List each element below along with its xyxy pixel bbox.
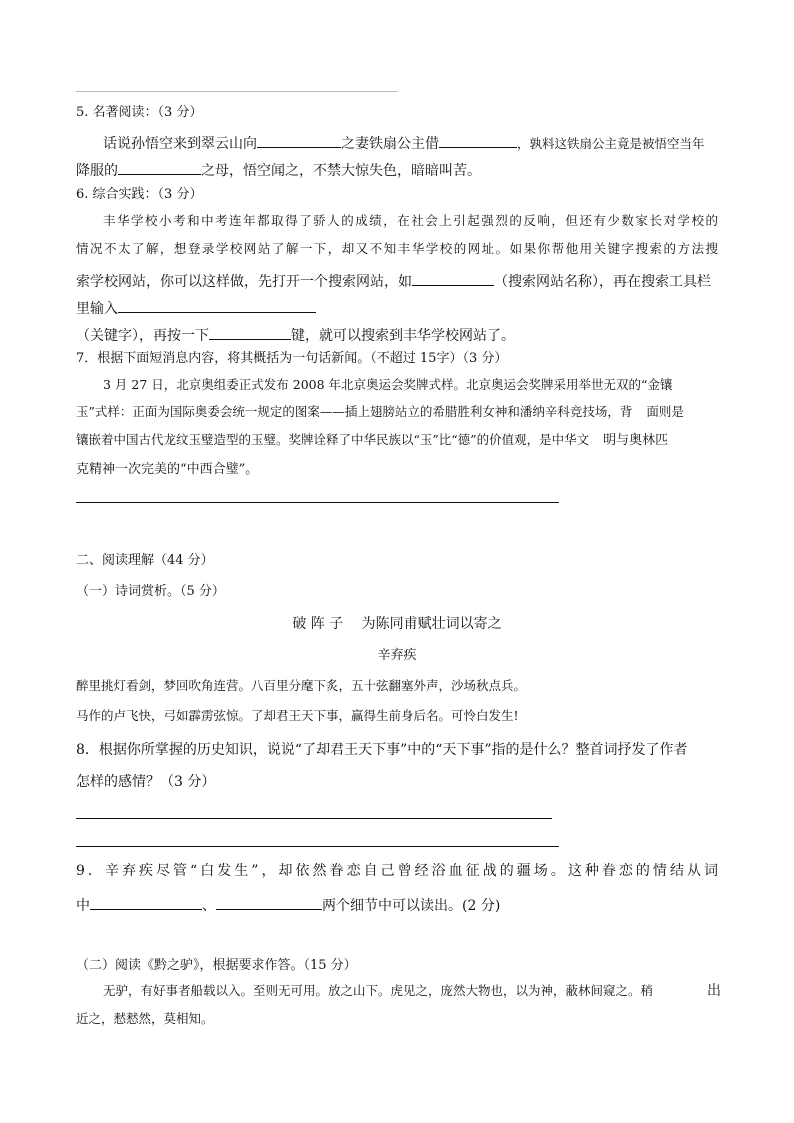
q6-para-line5: [76, 325, 515, 343]
poem-line2: 马作的卢飞快，弓如霹雳弦惊。了却君王天下事，赢得生前身后名。可怜白发生!: [76, 708, 519, 723]
q8-line1: 8．根据你所掌握的历史知识，说说“了却君王天下事”中的“天下事”指的是什么？整首词抒发了作者: [76, 742, 688, 758]
q6-text: 丰华学校小考和中考连年都取得了骄人的成绩，在社会上引起强烈的反响，但还有少数家长对学校的: [103, 213, 718, 228]
answer-blank[interactable]: [209, 325, 291, 340]
passage-line2: 近之，慭慭然，莫相知。: [76, 1011, 214, 1026]
q6-para-line3: [76, 271, 711, 289]
q7-title: 7．根据下面短消息内容，将其概括为一句话新闻。（不超过 15字）（3 分）: [76, 351, 508, 366]
q6-para-line1: [103, 215, 718, 228]
q8-answer-line-1[interactable]: [76, 818, 552, 819]
q9-text: 9．辛弃疾尽管“白发生”，却依然眷恋自己曾经浴血征战的疆场。这种眷恋的情结从词: [76, 863, 718, 879]
answer-blank[interactable]: [439, 133, 517, 148]
q5-text: 之妻铁扇公主借: [341, 136, 439, 152]
answer-blank[interactable]: [412, 271, 494, 286]
q6-text: （关键字），再按一下: [76, 328, 209, 344]
q9-text: 两个细节中可以读出。(2 分): [322, 898, 501, 914]
q6-text: 里输入: [76, 301, 118, 317]
q9-line2: [76, 895, 500, 913]
q5-text: 之母，悟空闻之，不禁大惊失色，暗暗叫苦。: [201, 163, 481, 179]
q6-text: 情况不太了解，想登录学校网站了解一下，却又不知丰华学校的网址。如果你帮他用关键字搜索的方法搜: [76, 241, 718, 256]
section2-title: 二、阅读理解（44 分）: [76, 553, 214, 568]
q5-title: 5. 名著阅读：（3 分）: [76, 105, 203, 120]
q7-text: 面则是: [646, 404, 684, 419]
q5-text: ，孰料这铁扇公主竟是被悟空当年: [517, 136, 705, 151]
q5-text: 降服的: [76, 163, 118, 179]
q6-para-line4: [76, 298, 316, 316]
q7-para-line4: 克精神一次完美的“中西合璧”。: [76, 462, 259, 477]
q7-text: 玉”式样：正面为国际奥委会统一规定的图案——插上翅膀站立的希腊胜利女神和潘纳辛科竞技场，背: [76, 404, 633, 419]
q7-text: 明与奥林匹: [603, 433, 669, 448]
q6-text: 索学校网站，你可以这样做，先打开一个搜索网站，如: [76, 274, 412, 290]
q6-text: （搜索网站名称），再在搜索工具栏: [494, 274, 711, 290]
poem-section-title: （一）诗词赏析。（5 分）: [76, 584, 225, 599]
q9-text: 中: [76, 898, 90, 914]
poem-title: 破 阵 子 为陈同甫赋壮词以寄之: [292, 616, 502, 632]
answer-blank[interactable]: [118, 298, 316, 313]
q9-text: 、: [202, 898, 216, 914]
q5-text: 话说孙悟空来到翠云山向: [103, 136, 257, 152]
passage-line1: 无驴，有好事者船载以入。至则无可用。放之山下。虎见之，庞然大物也，以为神，蔽林间窥之。稍: [103, 983, 654, 998]
header-rule: [76, 91, 398, 92]
q5-line1: [103, 133, 705, 151]
q6-text: 键，就可以搜索到丰华学校网站了。: [291, 328, 515, 344]
q7-para-line1: 3 月 27 日，北京奥组委正式发布 2008 年北京奥运会奖牌式样。北京奥运会奖牌采用举世无双的“金镶: [103, 377, 673, 392]
answer-blank[interactable]: [90, 895, 202, 910]
q9-line1: [76, 864, 718, 878]
q5-line2: [76, 160, 481, 178]
q8-line2: 怎样的感情？（3 分）: [76, 774, 216, 790]
poem-line1: 醉里挑灯看剑，梦回吹角连营。八百里分麾下炙，五十弦翻塞外声，沙场秋点兵。: [76, 678, 527, 693]
poem-author: 辛弃疾: [377, 648, 417, 663]
q7-para-line3: [76, 434, 668, 447]
q6-para-line2: [76, 243, 718, 256]
answer-blank[interactable]: [118, 160, 201, 175]
q7-answer-line[interactable]: [76, 502, 559, 503]
reading-section-title: （二）阅读《黔之驴》，根据要求作答。（15 分）: [76, 958, 357, 973]
answer-blank[interactable]: [257, 133, 341, 148]
passage-line1-end: 出: [707, 983, 721, 999]
answer-blank[interactable]: [216, 895, 322, 910]
q8-answer-line-2[interactable]: [76, 846, 559, 847]
q6-title: 6. 综合实践：（3 分）: [76, 187, 203, 202]
q7-para-line2: [76, 406, 684, 419]
q7-text: 镶嵌着中国古代龙纹玉璧造型的玉璧。奖牌诠释了中华民族以“玉”比“德”的价值观，是中华文: [76, 432, 590, 447]
